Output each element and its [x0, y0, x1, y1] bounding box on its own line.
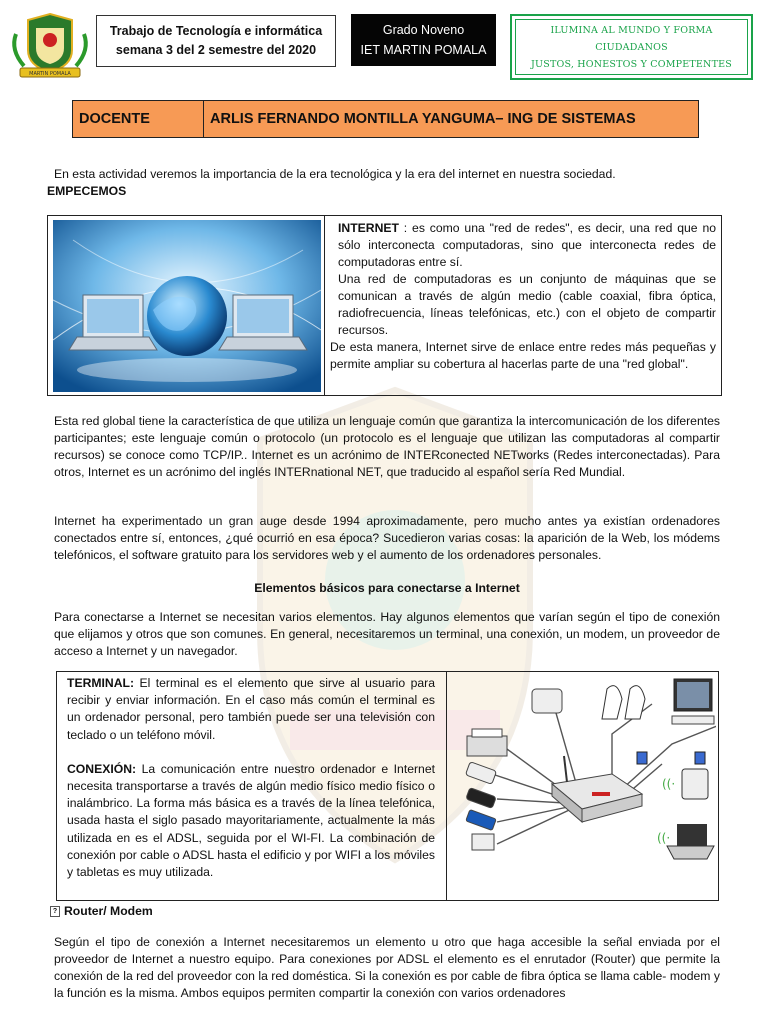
global-network-image: [53, 220, 321, 392]
internet-definition-table: [47, 215, 722, 396]
history-paragraph: Internet ha experimentado un gran auge desde 1994 aproximadamente, pero mucho antes ya existían ordenadores conectados entre sí, entonces, ¿qué ocurrió en esa época? Sucedieron varias cosas: la aparición de la Web, los módems telefónicos, el software gratuito para los servidores web y el aumento de los ordenadores personales.: [54, 514, 720, 562]
title-box: [96, 15, 336, 67]
internet-term: INTERNET: [338, 221, 399, 235]
title-line-1: Trabajo de Tecnología e informática: [109, 24, 323, 38]
internet-conclusion: De esta manera, Internet sirve de enlace entre redes más pequeñas y permite ampliar su cobertura al hacerlas parte de una "red global".: [330, 340, 716, 371]
svg-text:((·: ((·: [657, 831, 671, 845]
grade-box: [351, 14, 496, 66]
teacher-name: ARLIS FERNANDO MONTILLA YANGUMA– ING DE SISTEMAS: [210, 111, 636, 127]
protocol-paragraph: Esta red global tiene la característica de que utiliza un lenguaje común que garantiza la intercomunicación de los diferentes participantes; este lenguaje común o protocolo (un protocolo es el lenguaje que utilizan las computadoras al compartir recursos) se conoce como TCP/IP.. Internet es un acrónimo de INTERconected NETworks (Redes interconectadas). Para otros, Internet es un acrónimo del inglés INTERnational NET, que traducido al español sería Red Mundial.: [54, 414, 720, 479]
placeholder-glyph-icon: ?: [50, 906, 60, 917]
router-paragraph: Según el tipo de conexión a Internet necesitaremos un elemento u otro que haga accesible la señal enviada por el proveedor de Internet a nuestro equipo. Para conexiones por ADSL el elemento es el enrutador (Router) que permite la conexión de la red del proveedor con la red doméstica. Si la conexión es por cable de fibra óptica se llama cable- modem y la función es la misma. Ambos equipos permiten compartir la conexión con varios ordenadores: [54, 935, 720, 1000]
terminal-term: TERMINAL:: [67, 676, 135, 690]
motto-line-1: ILUMINA AL MUNDO Y FORMA CIUDADANOS: [550, 24, 713, 53]
title-line-2: semana 3 del 2 semestre del 2020: [115, 43, 317, 57]
school-logo: [6, 10, 94, 82]
teacher-bar: [72, 100, 699, 138]
connection-text: La comunicación entre nuestro ordenador e Internet necesita transportarse a través de algún medio físico medio físico o inalámbrico. La forma más básica es a través de la línea telefónica, usada hasta el siglo pasado mayoritariamente, actualmente la más utilizada en es el ADSL, seguida por el WI-FI. La combinación de conexión por cable o ADSL hasta el edificio y por WIFI a los móviles y tabletas es muy utilizada.: [67, 761, 435, 880]
router-heading-text: Router/ Modem: [64, 904, 153, 918]
router-heading: [50, 904, 153, 918]
connection-term: CONEXIÓN:: [67, 761, 137, 776]
motto-line-2: JUSTOS, HONESTOS Y COMPETENTES: [531, 58, 732, 70]
svg-text:((·: ((·: [662, 777, 676, 791]
home-network-diagram: [452, 674, 716, 898]
internet-text: [330, 220, 716, 373]
elements-title: Elementos básicos para conectarse a Internet: [254, 581, 520, 595]
grade-label: Grado Noveno: [382, 23, 465, 37]
elements-intro: Para conectarse a Internet se necesitan varios elementos. Hay algunos elementos que varían según el tipo de conexión que elijamos y otros que son comunes. En general, necesitaremos un terminal, una conexión, un modem, un proveedor de acceso a Internet y un navegador.: [54, 610, 720, 658]
elements-text: [67, 675, 435, 881]
terminal-text: El terminal es el elemento que sirve al usuario para recibir y enviar información. En el caso más común el terminal es un ordenador personal, pero también puede ser una televisión con teclado o un teléfono móvil.: [67, 676, 435, 742]
internet-definition: : es como una "red de redes", es decir, una red que no sólo interconecta computadoras, sino que interconecta redes de computadoras entre sí.: [338, 221, 716, 269]
school-name: IET MARTIN POMALA: [360, 43, 487, 57]
intro-text: En esta actividad veremos la importancia de la era tecnológica y la era del internet en nuestra sociedad.: [54, 167, 616, 181]
intro-start: EMPECEMOS: [47, 184, 127, 198]
teacher-label: DOCENTE: [73, 101, 204, 137]
logo-banner-text: MARTIN POMALA: [29, 71, 71, 77]
motto-box: [510, 14, 753, 80]
network-definition: Una red de computadoras es un conjunto de máquinas que se comunican a través de algún medio (cable coaxial, fibra óptica, radiofrecuencia, líneas telefónicas, etc.) con el objeto de compartir recursos.: [338, 272, 716, 337]
elements-table: [56, 671, 719, 901]
